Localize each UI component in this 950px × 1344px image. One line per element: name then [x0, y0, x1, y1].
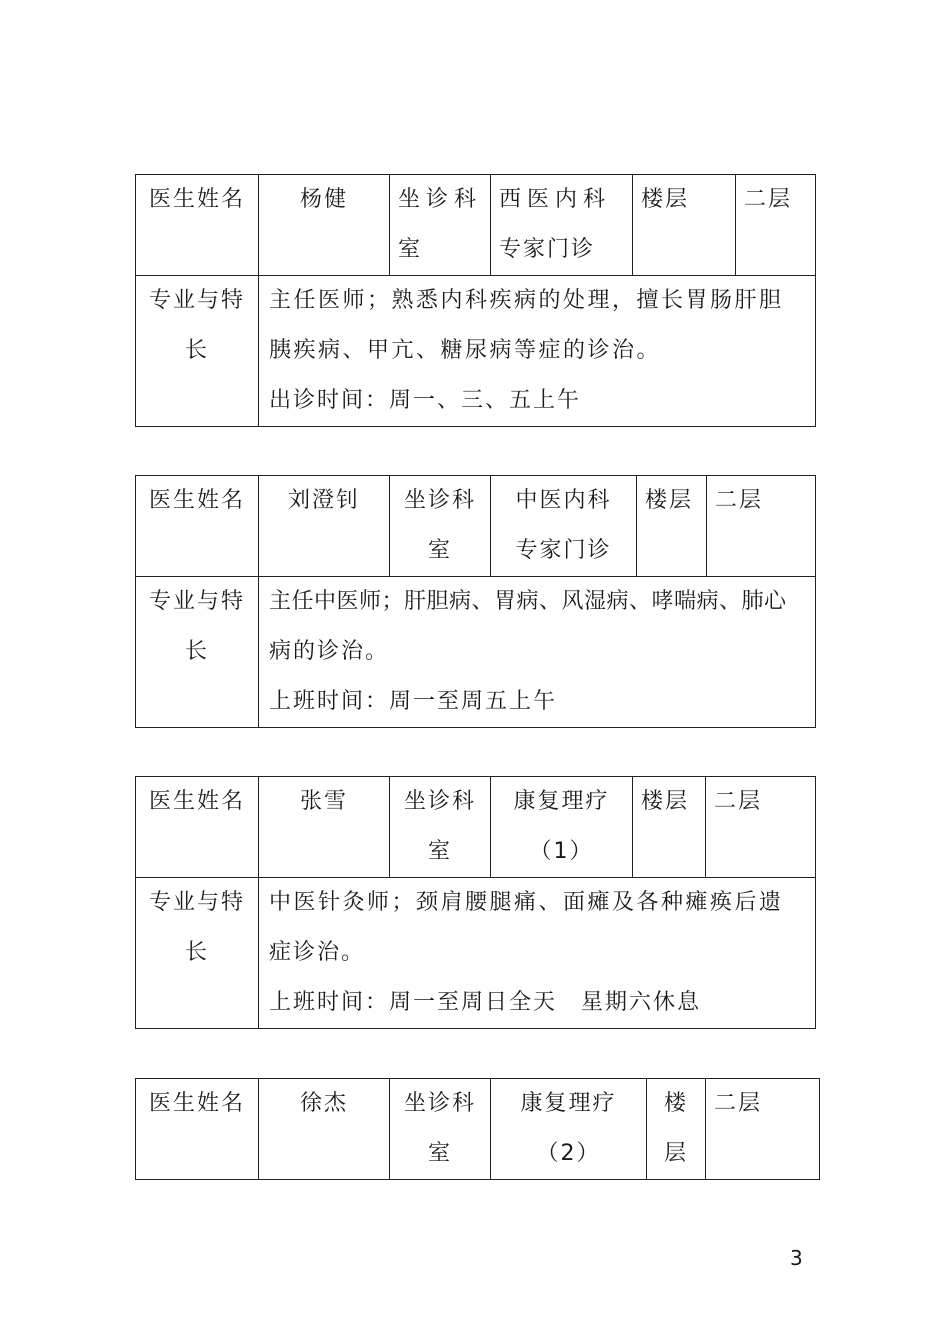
name-label: 医生姓名	[136, 1079, 259, 1180]
specialty-description	[259, 577, 816, 728]
specialty-description	[259, 276, 816, 427]
doctor-table-yang-jian	[135, 174, 816, 427]
doctor-name: 杨健	[259, 175, 390, 276]
room-label-line-2: 室	[398, 237, 427, 262]
specialty-description	[259, 878, 816, 1029]
description-line-1: 主任医师；熟悉内科疾病的处理，擅长胃肠肝胆	[269, 288, 784, 313]
specialty-label-line-1: 专业与特	[148, 589, 245, 614]
floor-label: 楼层	[633, 175, 736, 276]
room-label-line-2: 室	[427, 839, 452, 864]
description-line-1: 中医针灸师；颈肩腰腿痛、面瘫及各种瘫痪后遗	[269, 890, 784, 915]
specialty-label-line-1: 专业与特	[148, 288, 245, 313]
room-value-line-2: （1）	[529, 839, 594, 864]
doctor-name: 张雪	[259, 777, 390, 878]
doctor-table-zhang-xue	[135, 776, 816, 1029]
room-label-line-2: 室	[427, 538, 452, 563]
room-label-line-2: 室	[427, 1141, 452, 1166]
specialty-label-line-2: 长	[184, 338, 209, 363]
description-line-2: 症诊治。	[269, 940, 366, 965]
doctor-table-liu-chengzhao	[135, 475, 816, 728]
floor-label: 楼层	[637, 476, 707, 577]
doctor-name: 刘澄钊	[259, 476, 390, 577]
room-value-line-2: 专家门诊	[515, 538, 612, 563]
description-line-1: 主任中医师；肝胆病、胃病、风湿病、哮喘病、肺心	[269, 589, 787, 614]
specialty-label	[136, 276, 259, 427]
room-label-line-1: 坐诊科	[398, 187, 483, 212]
specialty-label	[136, 577, 259, 728]
page-number: 3	[790, 1246, 803, 1270]
name-label: 医生姓名	[136, 777, 259, 878]
room-label	[390, 476, 491, 577]
specialty-label	[136, 878, 259, 1029]
name-label: 医生姓名	[136, 476, 259, 577]
schedule-text: 出诊时间：周一、三、五上午	[269, 388, 582, 413]
specialty-label-line-1: 专业与特	[148, 890, 245, 915]
specialty-label-line-2: 长	[184, 940, 209, 965]
floor-label: 楼层	[633, 777, 706, 878]
specialty-label-line-2: 长	[184, 639, 209, 664]
room-value-line-1: 康复理疗	[520, 1091, 617, 1116]
room-label	[390, 1079, 491, 1180]
room-label-line-1: 坐诊科	[403, 488, 476, 513]
schedule-text: 上班时间：周一至周五上午	[269, 689, 558, 714]
room-value-line-1: 西医内科	[499, 187, 612, 212]
floor-label-line-2: 层	[663, 1141, 688, 1166]
doctor-name: 徐杰	[259, 1079, 390, 1180]
description-line-2: 病的诊治。	[269, 639, 390, 664]
room-value	[491, 777, 633, 878]
doctor-table-xu-jie	[135, 1078, 820, 1180]
floor-label-line-1: 楼	[663, 1091, 688, 1116]
floor-value: 二层	[707, 476, 816, 577]
schedule-text: 上班时间：周一至周日全天 星期六休息	[269, 990, 702, 1015]
room-value-line-1: 康复理疗	[513, 789, 610, 814]
room-value	[491, 476, 637, 577]
room-value-line-2: （2）	[536, 1141, 601, 1166]
floor-value: 二层	[706, 777, 816, 878]
room-label	[390, 175, 491, 276]
room-value	[491, 175, 633, 276]
floor-value: 二层	[706, 1079, 820, 1180]
room-label	[390, 777, 491, 878]
room-value-line-2: 专家门诊	[499, 237, 596, 262]
room-value-line-1: 中医内科	[515, 488, 612, 513]
description-line-2: 胰疾病、甲亢、糖尿病等症的诊治。	[269, 338, 662, 363]
room-label-line-1: 坐诊科	[403, 789, 476, 814]
room-value	[491, 1079, 647, 1180]
name-label: 医生姓名	[136, 175, 259, 276]
room-label-line-1: 坐诊科	[403, 1091, 476, 1116]
floor-label	[647, 1079, 706, 1180]
floor-value: 二层	[736, 175, 816, 276]
